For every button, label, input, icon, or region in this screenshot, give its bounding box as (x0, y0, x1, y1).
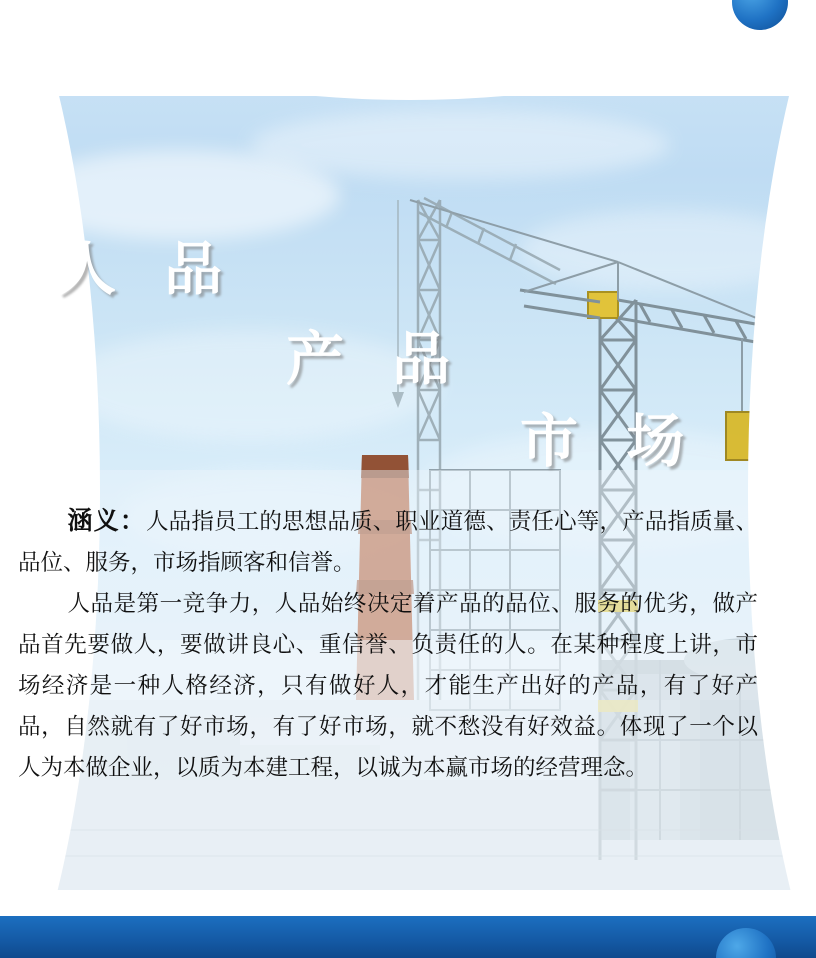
footer-bar (0, 916, 816, 958)
definition-text: 人品指员工的思想品质、职业道德、责任心等，产品指质量、品位、服务，市场指顾客和信誉。 (18, 509, 758, 576)
body-copy (18, 500, 758, 789)
definition-label: 涵义： (67, 506, 147, 535)
philosophy-paragraph: 人品是第一竞争力，人品始终决定着产品的品位、服务的优劣，做产品首先要做人，要做讲良心、重信誉、负责任的人。在某种程度上讲，市场经济是一种人格经济，只有做好人，才能生产出好的产品，有了好产品，自然就有了好市场，有了好市场，就不愁没有好效益。体现了一个以人为本做企业，以质为本建工程，以诚为本赢市场的经营理念。 (18, 591, 758, 781)
keyword-chanpin: 产 品 (286, 325, 465, 393)
definition-paragraph (18, 500, 758, 584)
header-band (0, 0, 816, 96)
keyword-shichang: 市 场 (520, 407, 699, 475)
footer-white-gap (0, 890, 816, 916)
keyword-renpin: 人 品 (58, 235, 237, 303)
